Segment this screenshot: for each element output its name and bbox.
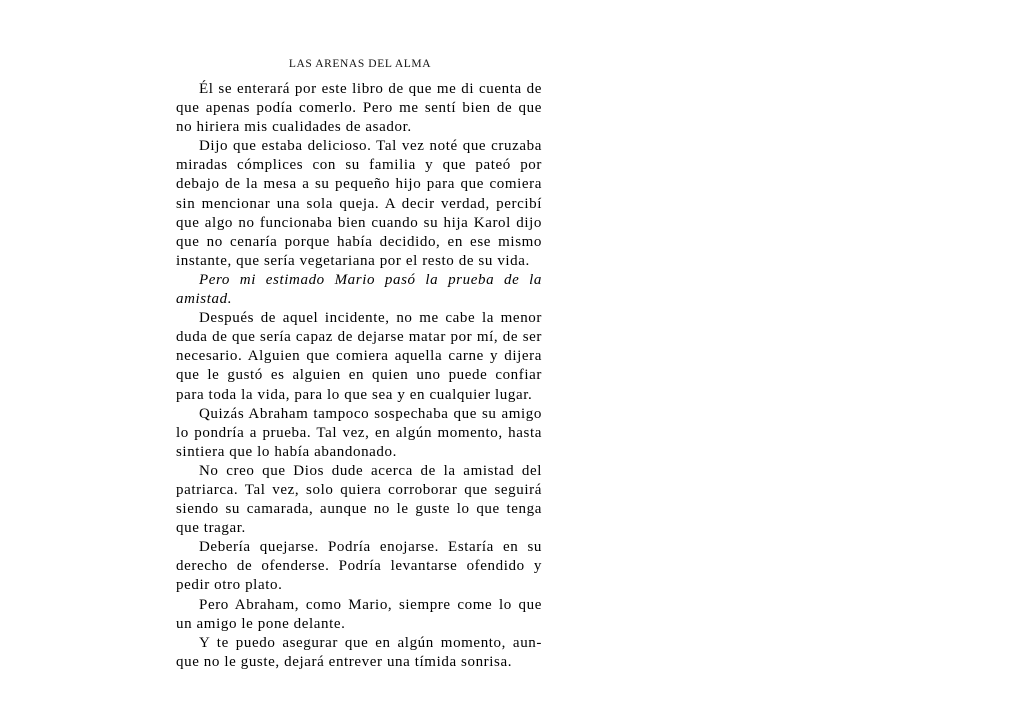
paragraph-1: Él se enterará por este libro de que me di cuenta de que apenas podía comerlo. Pero me sentí bien de que no hiriera mis cualidades de asador.: [176, 81, 542, 136]
paragraph-5: Quizás Abraham tampoco sospechaba que su amigo lo pondría a prueba. Tal vez, en algún momento, hasta sintiera que lo había abandonado.: [176, 405, 542, 460]
paragraph-6: No creo que Dios dude acerca de la amistad del patriarca. Tal vez, solo quiera corroborar que seguirá siendo su camarada, aunque no le guste lo que tenga que tragar.: [176, 462, 542, 537]
paragraph-2: Dijo que estaba delicioso. Tal vez noté que cruzaba miradas cómplices con su familia y que pateó por debajo de la mesa a su pequeño hijo para que comiera sin mencionar una sola queja. A decir verdad, percibí que algo no funcionaba bien cuando su hija Karol dijo que no cenaría porque había decidido, en ese mismo instante, que sería vegetariana por el resto de su vida.: [176, 138, 542, 269]
paragraph-4: Después de aquel incidente, no me cabe la menor duda de que sería capaz de dejarse matar por mí, de ser necesario. Alguien que comiera aquella carne y dijera que le gustó es alguien en quien uno puede confiar para toda la vida, para lo que sea y en cualquier lugar.: [176, 310, 542, 403]
paragraph-3-italic: Pero mi estimado Mario pasó la prueba de la amistad.: [176, 271, 542, 308]
paragraph-8: Pero Abraham, como Mario, siempre come lo que un amigo le pone delante.: [176, 596, 542, 632]
body-text: [176, 80, 542, 672]
paragraph-7: Debería quejarse. Podría enojarse. Estaría en su derecho de ofenderse. Podría levantarse ofendido y pedir otro plato.: [176, 539, 542, 594]
paragraph-9: Y te puedo asegurar que en algún momento, aun-que no le guste, dejará entrever una tímida sonrisa.: [176, 634, 542, 670]
running-header-title: LAS ARENAS DEL ALMA: [288, 58, 432, 70]
